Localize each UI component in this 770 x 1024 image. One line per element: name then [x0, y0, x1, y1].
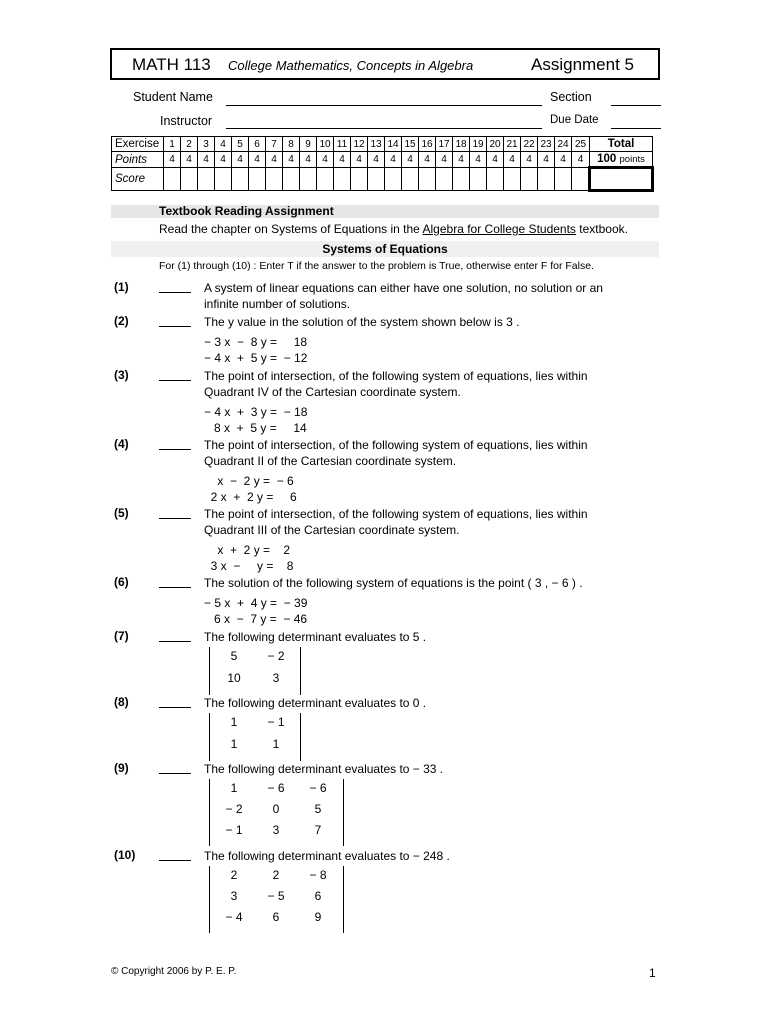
- problem-text: The solution of the following system of equations is the point ( 3 , − 6 ) .: [204, 576, 583, 590]
- exercise-points: 4: [181, 152, 198, 168]
- exercise-points: 4: [470, 152, 487, 168]
- exercise-number: 17: [436, 137, 453, 152]
- exercise-number: 11: [334, 137, 351, 152]
- exercise-points: 4: [419, 152, 436, 168]
- exercise-number: 22: [521, 137, 538, 152]
- equation-line: 8 x + 5 y = 14: [204, 421, 307, 435]
- exercise-number: 21: [504, 137, 521, 152]
- problem-text: Quadrant II of the Cartesian coordinate system.: [204, 454, 457, 468]
- exercise-score-cell[interactable]: [334, 168, 351, 191]
- answer-blank[interactable]: [159, 773, 191, 774]
- exercise-score-cell[interactable]: [368, 168, 385, 191]
- header-box: [110, 48, 660, 80]
- determinant-entry: 1: [230, 781, 238, 795]
- answer-blank[interactable]: [159, 641, 191, 642]
- exercise-points: 4: [164, 152, 181, 168]
- answer-blank[interactable]: [159, 292, 191, 293]
- determinant-entry: 2: [272, 868, 280, 882]
- determinant-entry: − 6: [309, 781, 327, 795]
- section-field[interactable]: [611, 105, 661, 106]
- exercise-score-cell[interactable]: [402, 168, 419, 191]
- problem-number: (6): [114, 575, 129, 589]
- exercise-number: 15: [402, 137, 419, 152]
- equation-line: − 5 x + 4 y = − 39: [204, 596, 308, 610]
- exercise-number: 25: [572, 137, 590, 152]
- determinant-entry: − 8: [309, 868, 327, 882]
- exercise-points: 4: [538, 152, 555, 168]
- points-row-label: Points: [112, 152, 164, 168]
- total-label: Total: [590, 137, 653, 152]
- problem-text: The following determinant evaluates to 5 .: [204, 630, 427, 644]
- determinant-entry: − 1: [267, 715, 285, 729]
- determinant-entry: 1: [272, 737, 280, 751]
- exercise-score-cell[interactable]: [487, 168, 504, 191]
- exercise-number: 20: [487, 137, 504, 152]
- exercise-number: 12: [351, 137, 368, 152]
- exercise-score-cell[interactable]: [164, 168, 181, 191]
- exercise-number: 13: [368, 137, 385, 152]
- problem-text: The following determinant evaluates to − 248 .: [204, 849, 450, 863]
- reading-title: Textbook Reading Assignment: [159, 204, 334, 218]
- problem-text: Quadrant IV of the Cartesian coordinate system.: [204, 385, 461, 399]
- exercise-points: 4: [232, 152, 249, 168]
- exercise-row-label: Exercise: [112, 137, 164, 152]
- exercise-points: 4: [521, 152, 538, 168]
- equation-line: 3 x − y = 8: [204, 559, 294, 573]
- exercise-points: 4: [385, 152, 402, 168]
- answer-blank[interactable]: [159, 587, 191, 588]
- determinant-entry: 1: [230, 737, 238, 751]
- exercise-number: 23: [538, 137, 555, 152]
- exercise-score-cell[interactable]: [351, 168, 368, 191]
- section-label: Section: [550, 90, 592, 104]
- exercise-score-cell[interactable]: [436, 168, 453, 191]
- exercise-score-cell[interactable]: [385, 168, 402, 191]
- exercise-score-cell[interactable]: [283, 168, 300, 191]
- due-date-field[interactable]: [611, 128, 661, 129]
- exercise-number: 19: [470, 137, 487, 152]
- exercise-score-cell[interactable]: [198, 168, 215, 191]
- problem-number: (2): [114, 314, 129, 328]
- exercise-number: 18: [453, 137, 470, 152]
- exercise-points: 4: [436, 152, 453, 168]
- problem-number: (8): [114, 695, 129, 709]
- determinant-entry: 3: [272, 823, 280, 837]
- answer-blank[interactable]: [159, 449, 191, 450]
- instructor-field[interactable]: [226, 128, 542, 129]
- problem-text: infinite number of solutions.: [204, 297, 351, 311]
- determinant-entry: 5: [230, 649, 238, 663]
- exercise-score-cell[interactable]: [300, 168, 317, 191]
- problem-text: A system of linear equations can either have one solution, no solution or an: [204, 281, 603, 295]
- problem-number: (9): [114, 761, 129, 775]
- equation-line: − 3 x − 8 y = 18: [204, 335, 308, 349]
- answer-blank[interactable]: [159, 380, 191, 381]
- exercise-number: 7: [266, 137, 283, 152]
- exercise-score-cell[interactable]: [232, 168, 249, 191]
- page-number: 1: [649, 966, 656, 980]
- determinant-entry: 7: [314, 823, 322, 837]
- exercise-number: 1: [164, 137, 181, 152]
- problem-number: (5): [114, 506, 129, 520]
- total-points-unit: points: [619, 154, 645, 165]
- exercise-points: 4: [300, 152, 317, 168]
- exercise-points: 4: [351, 152, 368, 168]
- exercise-points: 4: [317, 152, 334, 168]
- exercise-points: 4: [283, 152, 300, 168]
- exercise-points: 4: [334, 152, 351, 168]
- exercise-points: 4: [487, 152, 504, 168]
- equation-line: − 4 x + 3 y = − 18: [204, 405, 308, 419]
- problem-text: The following determinant evaluates to 0 .: [204, 696, 427, 710]
- exercise-score-cell[interactable]: [419, 168, 436, 191]
- problem-number: (4): [114, 437, 129, 451]
- exercise-number: 9: [300, 137, 317, 152]
- exercise-points: 4: [266, 152, 283, 168]
- reading-pre: Read the chapter on Systems of Equations in the: [159, 222, 423, 236]
- systems-title: Systems of Equations: [322, 242, 448, 256]
- determinant-entry: 3: [230, 889, 238, 903]
- problem-text: The point of intersection, of the following system of equations, lies within: [204, 507, 588, 521]
- exercise-points: 4: [572, 152, 590, 168]
- determinant-entry: − 6: [267, 781, 285, 795]
- determinant-entry: − 1: [225, 823, 243, 837]
- problem-number: (7): [114, 629, 129, 643]
- problem-text: The following determinant evaluates to − 33 .: [204, 762, 444, 776]
- determinant-entry: − 4: [225, 910, 243, 924]
- exercise-score-cell[interactable]: [215, 168, 232, 191]
- exercise-number: 4: [215, 137, 232, 152]
- exercise-points: 4: [402, 152, 419, 168]
- exercise-points: 4: [555, 152, 572, 168]
- equation-line: x − 2 y = − 6: [204, 474, 294, 488]
- reading-text: [159, 221, 628, 237]
- exercise-number: 6: [249, 137, 266, 152]
- exercise-points: 4: [453, 152, 470, 168]
- exercise-score-cell[interactable]: [555, 168, 572, 191]
- exercise-score-cell[interactable]: [572, 168, 590, 191]
- determinant-entry: − 2: [267, 649, 285, 663]
- copyright: © Copyright 2006 by P. E. P.: [111, 966, 237, 977]
- exercise-number: 8: [283, 137, 300, 152]
- exercise-score-cell[interactable]: [538, 168, 555, 191]
- determinant-entry: 2: [230, 868, 238, 882]
- equation-line: − 4 x + 5 y = − 12: [204, 351, 308, 365]
- problem-number: (10): [114, 848, 136, 862]
- problem-number: (1): [114, 280, 129, 294]
- equation-line: x + 2 y = 2: [204, 543, 291, 557]
- equation-line: 6 x − 7 y = − 46: [204, 612, 308, 626]
- exercise-number: 2: [181, 137, 198, 152]
- student-name-label: Student Name: [133, 90, 213, 104]
- total-points-value: 100: [597, 153, 617, 165]
- instructor-label: Instructor: [160, 114, 213, 128]
- problem-text: Quadrant III of the Cartesian coordinate system.: [204, 523, 460, 537]
- determinant-entry: − 2: [225, 802, 243, 816]
- score-table: [111, 136, 654, 192]
- determinant-entry: 10: [227, 671, 241, 685]
- problem-number: (3): [114, 368, 129, 382]
- exercise-score-cell[interactable]: [521, 168, 538, 191]
- exercise-points: 4: [368, 152, 385, 168]
- exercise-points: 4: [504, 152, 521, 168]
- determinant-entry: 1: [230, 715, 238, 729]
- reading-book: Algebra for College Students: [422, 222, 576, 236]
- determinant-entry: 3: [272, 671, 280, 685]
- total-score-box[interactable]: [590, 168, 653, 191]
- due-date-label: Due Date: [550, 114, 599, 126]
- determinant-entry: 6: [314, 889, 322, 903]
- answer-blank[interactable]: [159, 707, 191, 708]
- answer-blank[interactable]: [159, 860, 191, 861]
- exercise-score-cell[interactable]: [266, 168, 283, 191]
- exercise-number: 5: [232, 137, 249, 152]
- determinant-entry: 5: [314, 802, 322, 816]
- determinant-entry: − 5: [267, 889, 285, 903]
- exercise-score-cell[interactable]: [453, 168, 470, 191]
- exercise-number: 14: [385, 137, 402, 152]
- exercise-number: 10: [317, 137, 334, 152]
- exercise-points: 4: [215, 152, 232, 168]
- exercise-score-cell[interactable]: [317, 168, 334, 191]
- determinant-entry: 0: [272, 802, 280, 816]
- score-row-label: Score: [112, 168, 164, 191]
- problem-text: The point of intersection, of the following system of equations, lies within: [204, 369, 588, 383]
- reading-post: textbook.: [575, 222, 628, 236]
- exercise-score-cell[interactable]: [181, 168, 198, 191]
- exercise-number: 3: [198, 137, 215, 152]
- instructions: For (1) through (10) : Enter T if the answer to the problem is True, otherwise enter F for False.: [159, 260, 594, 272]
- course-title: College Mathematics, Concepts in Algebra: [228, 58, 474, 73]
- problem-text: The point of intersection, of the following system of equations, lies within: [204, 438, 588, 452]
- exercise-points: 4: [198, 152, 215, 168]
- exercise-points: 4: [249, 152, 266, 168]
- total-points: [590, 152, 653, 168]
- student-name-field[interactable]: [226, 105, 542, 106]
- problem-text: The y value in the solution of the system shown below is 3 .: [204, 315, 520, 329]
- exercise-score-cell[interactable]: [470, 168, 487, 191]
- assignment-title: Assignment 5: [531, 55, 634, 74]
- determinant-entry: 6: [272, 910, 280, 924]
- answer-blank[interactable]: [159, 518, 191, 519]
- determinant-entry: 9: [314, 910, 322, 924]
- exercise-number: 16: [419, 137, 436, 152]
- exercise-score-cell[interactable]: [249, 168, 266, 191]
- equation-line: 2 x + 2 y = 6: [204, 490, 297, 504]
- course-code: MATH 113: [132, 55, 211, 74]
- answer-blank[interactable]: [159, 326, 191, 327]
- exercise-number: 24: [555, 137, 572, 152]
- exercise-score-cell[interactable]: [504, 168, 521, 191]
